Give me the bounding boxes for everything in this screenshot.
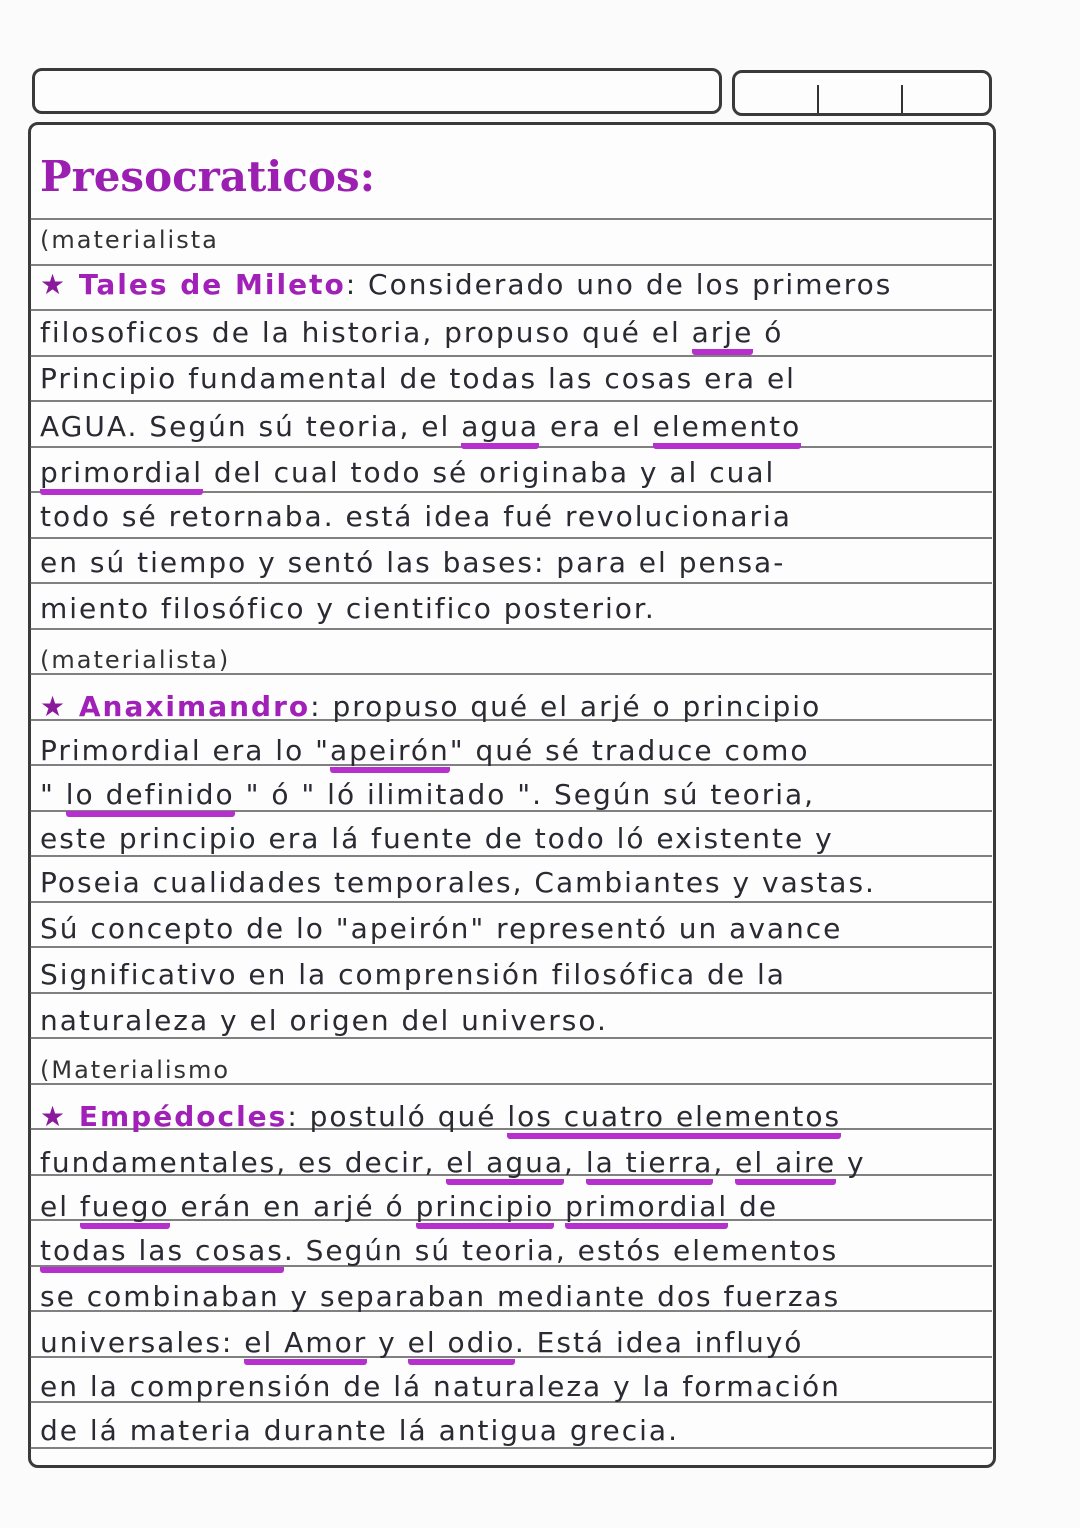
note-line bbox=[40, 1146, 866, 1180]
note-text: . Según sú teoria, estós elementos bbox=[283, 1234, 839, 1267]
note-text: fundamentales, es decir, bbox=[40, 1146, 447, 1179]
note-text: " bbox=[40, 778, 66, 811]
note-text: este principio era lá fuente de todo ló existente y bbox=[40, 822, 834, 855]
highlighted-term: primordial bbox=[565, 1190, 728, 1229]
note-line bbox=[40, 912, 842, 946]
note-text: se combinaban y separaban mediante dos fuerzas bbox=[40, 1280, 841, 1313]
highlighted-term: fuego bbox=[80, 1190, 170, 1229]
note-line bbox=[40, 268, 892, 302]
note-text: y bbox=[836, 1146, 866, 1179]
highlighted-term: principio bbox=[416, 1190, 555, 1229]
note-text: de bbox=[728, 1190, 779, 1223]
highlighted-term: el odio bbox=[408, 1326, 515, 1365]
note-text: en sú tiempo y sentó las bases: para el pensa- bbox=[40, 546, 786, 579]
note-text: erán en arjé ó bbox=[169, 1190, 416, 1223]
ruled-line bbox=[30, 355, 992, 357]
note-line bbox=[40, 958, 786, 992]
star-bullet: ★ bbox=[40, 268, 79, 301]
ruled-line bbox=[30, 628, 992, 630]
note-text: : propuso qué el arjé o principio bbox=[310, 690, 822, 723]
date-divider bbox=[817, 85, 819, 113]
highlighted-term: arje bbox=[692, 316, 754, 355]
ruled-line bbox=[30, 400, 992, 402]
note-text: . Está idea influyó bbox=[514, 1326, 804, 1359]
note-line bbox=[40, 1414, 679, 1448]
note-line bbox=[40, 546, 785, 580]
note-line bbox=[40, 1100, 841, 1134]
note-text: , bbox=[564, 1146, 586, 1179]
note-text bbox=[554, 1190, 565, 1223]
note-line bbox=[40, 500, 792, 534]
note-line bbox=[40, 866, 876, 900]
note-line bbox=[40, 822, 834, 856]
note-line bbox=[40, 778, 815, 812]
note-line bbox=[40, 1280, 840, 1314]
note-line bbox=[40, 592, 656, 626]
note-text: : postuló qué bbox=[287, 1100, 508, 1133]
highlighted-term: el agua bbox=[446, 1146, 564, 1185]
note-line bbox=[40, 1234, 838, 1268]
note-line bbox=[40, 642, 230, 677]
star-bullet: ★ bbox=[40, 690, 79, 723]
highlighted-term: apeirón bbox=[330, 734, 450, 773]
note-text: todo sé retornaba. está idea fué revolucionaria bbox=[40, 500, 792, 533]
note-text: del cual todo sé originaba y al cual bbox=[202, 456, 776, 489]
note-text: naturaleza y el origen del universo. bbox=[40, 1004, 608, 1037]
philosopher-heading: Empédocles bbox=[78, 1100, 288, 1133]
highlighted-term: todas las cosas bbox=[40, 1234, 284, 1273]
note-text: Sú concepto de lo "apeirón" representó un avance bbox=[40, 912, 843, 945]
ruled-line bbox=[30, 582, 992, 584]
note-text: Poseia cualidades temporales, Cambiantes y vastas. bbox=[40, 866, 876, 899]
note-text: ó bbox=[753, 316, 784, 349]
note-line bbox=[40, 456, 775, 490]
note-line bbox=[40, 362, 796, 396]
ruled-line bbox=[30, 537, 992, 539]
note-line bbox=[40, 222, 219, 257]
page-title: Presocraticos: bbox=[40, 152, 376, 201]
philosopher-heading: Tales de Mileto bbox=[78, 268, 346, 301]
ruled-line bbox=[30, 218, 992, 220]
note-text: el bbox=[40, 1190, 80, 1223]
note-text: Principio fundamental de todas las cosas era el bbox=[40, 362, 796, 395]
header-date-box bbox=[732, 70, 992, 116]
highlighted-term: la tierra bbox=[586, 1146, 714, 1185]
highlighted-term: agua bbox=[461, 410, 539, 449]
note-text: Primordial era lo " bbox=[40, 734, 330, 767]
note-text: era el bbox=[539, 410, 653, 443]
note-line bbox=[40, 1326, 803, 1360]
note-text: " qué sé traduce como bbox=[449, 734, 810, 767]
note-text: filosoficos de la historia, propuso qué el bbox=[40, 316, 692, 349]
ruled-line bbox=[30, 264, 992, 266]
note-line bbox=[40, 152, 376, 201]
note-text: , bbox=[713, 1146, 736, 1179]
highlighted-term: primordial bbox=[40, 456, 203, 495]
note-text: Significativo en la comprensión filosófica de la bbox=[40, 958, 786, 991]
note-line bbox=[40, 316, 783, 350]
note-line bbox=[40, 1370, 841, 1404]
ruled-line bbox=[30, 309, 992, 311]
note-text: (Materialismo bbox=[40, 1056, 231, 1084]
header-title-box bbox=[32, 68, 722, 114]
note-line bbox=[40, 1052, 230, 1087]
note-text: en la comprensión de lá naturaleza y la formación bbox=[40, 1370, 841, 1403]
note-text: de lá materia durante lá antigua grecia. bbox=[40, 1414, 679, 1447]
note-line bbox=[40, 690, 821, 724]
note-text: miento filosófico y cientifico posterior. bbox=[40, 592, 656, 625]
highlighted-term: el aire bbox=[735, 1146, 836, 1185]
note-line bbox=[40, 410, 801, 444]
highlighted-term: lo definido bbox=[66, 778, 235, 817]
note-text: (materialista) bbox=[40, 646, 231, 674]
note-line bbox=[40, 1190, 778, 1224]
highlighted-term: elemento bbox=[653, 410, 802, 449]
note-text: (materialista bbox=[40, 226, 219, 254]
highlighted-term: los cuatro elementos bbox=[507, 1100, 841, 1139]
note-text: y bbox=[367, 1326, 408, 1359]
note-text: universales: bbox=[40, 1326, 245, 1359]
note-text: " ó " ló ilimitado ". Según sú teoria, bbox=[234, 778, 816, 811]
ruled-line bbox=[30, 992, 992, 994]
highlighted-term: el Amor bbox=[244, 1326, 367, 1365]
note-line bbox=[40, 734, 809, 768]
philosopher-heading: Anaximandro bbox=[78, 690, 311, 723]
note-line bbox=[40, 1004, 608, 1038]
ruled-line bbox=[30, 946, 992, 948]
note-text: AGUA. Según sú teoria, el bbox=[40, 410, 462, 443]
note-text: : Considerado uno de los primeros bbox=[345, 268, 893, 301]
star-bullet: ★ bbox=[40, 1100, 79, 1133]
date-divider bbox=[901, 85, 903, 113]
ruled-line bbox=[30, 901, 992, 903]
